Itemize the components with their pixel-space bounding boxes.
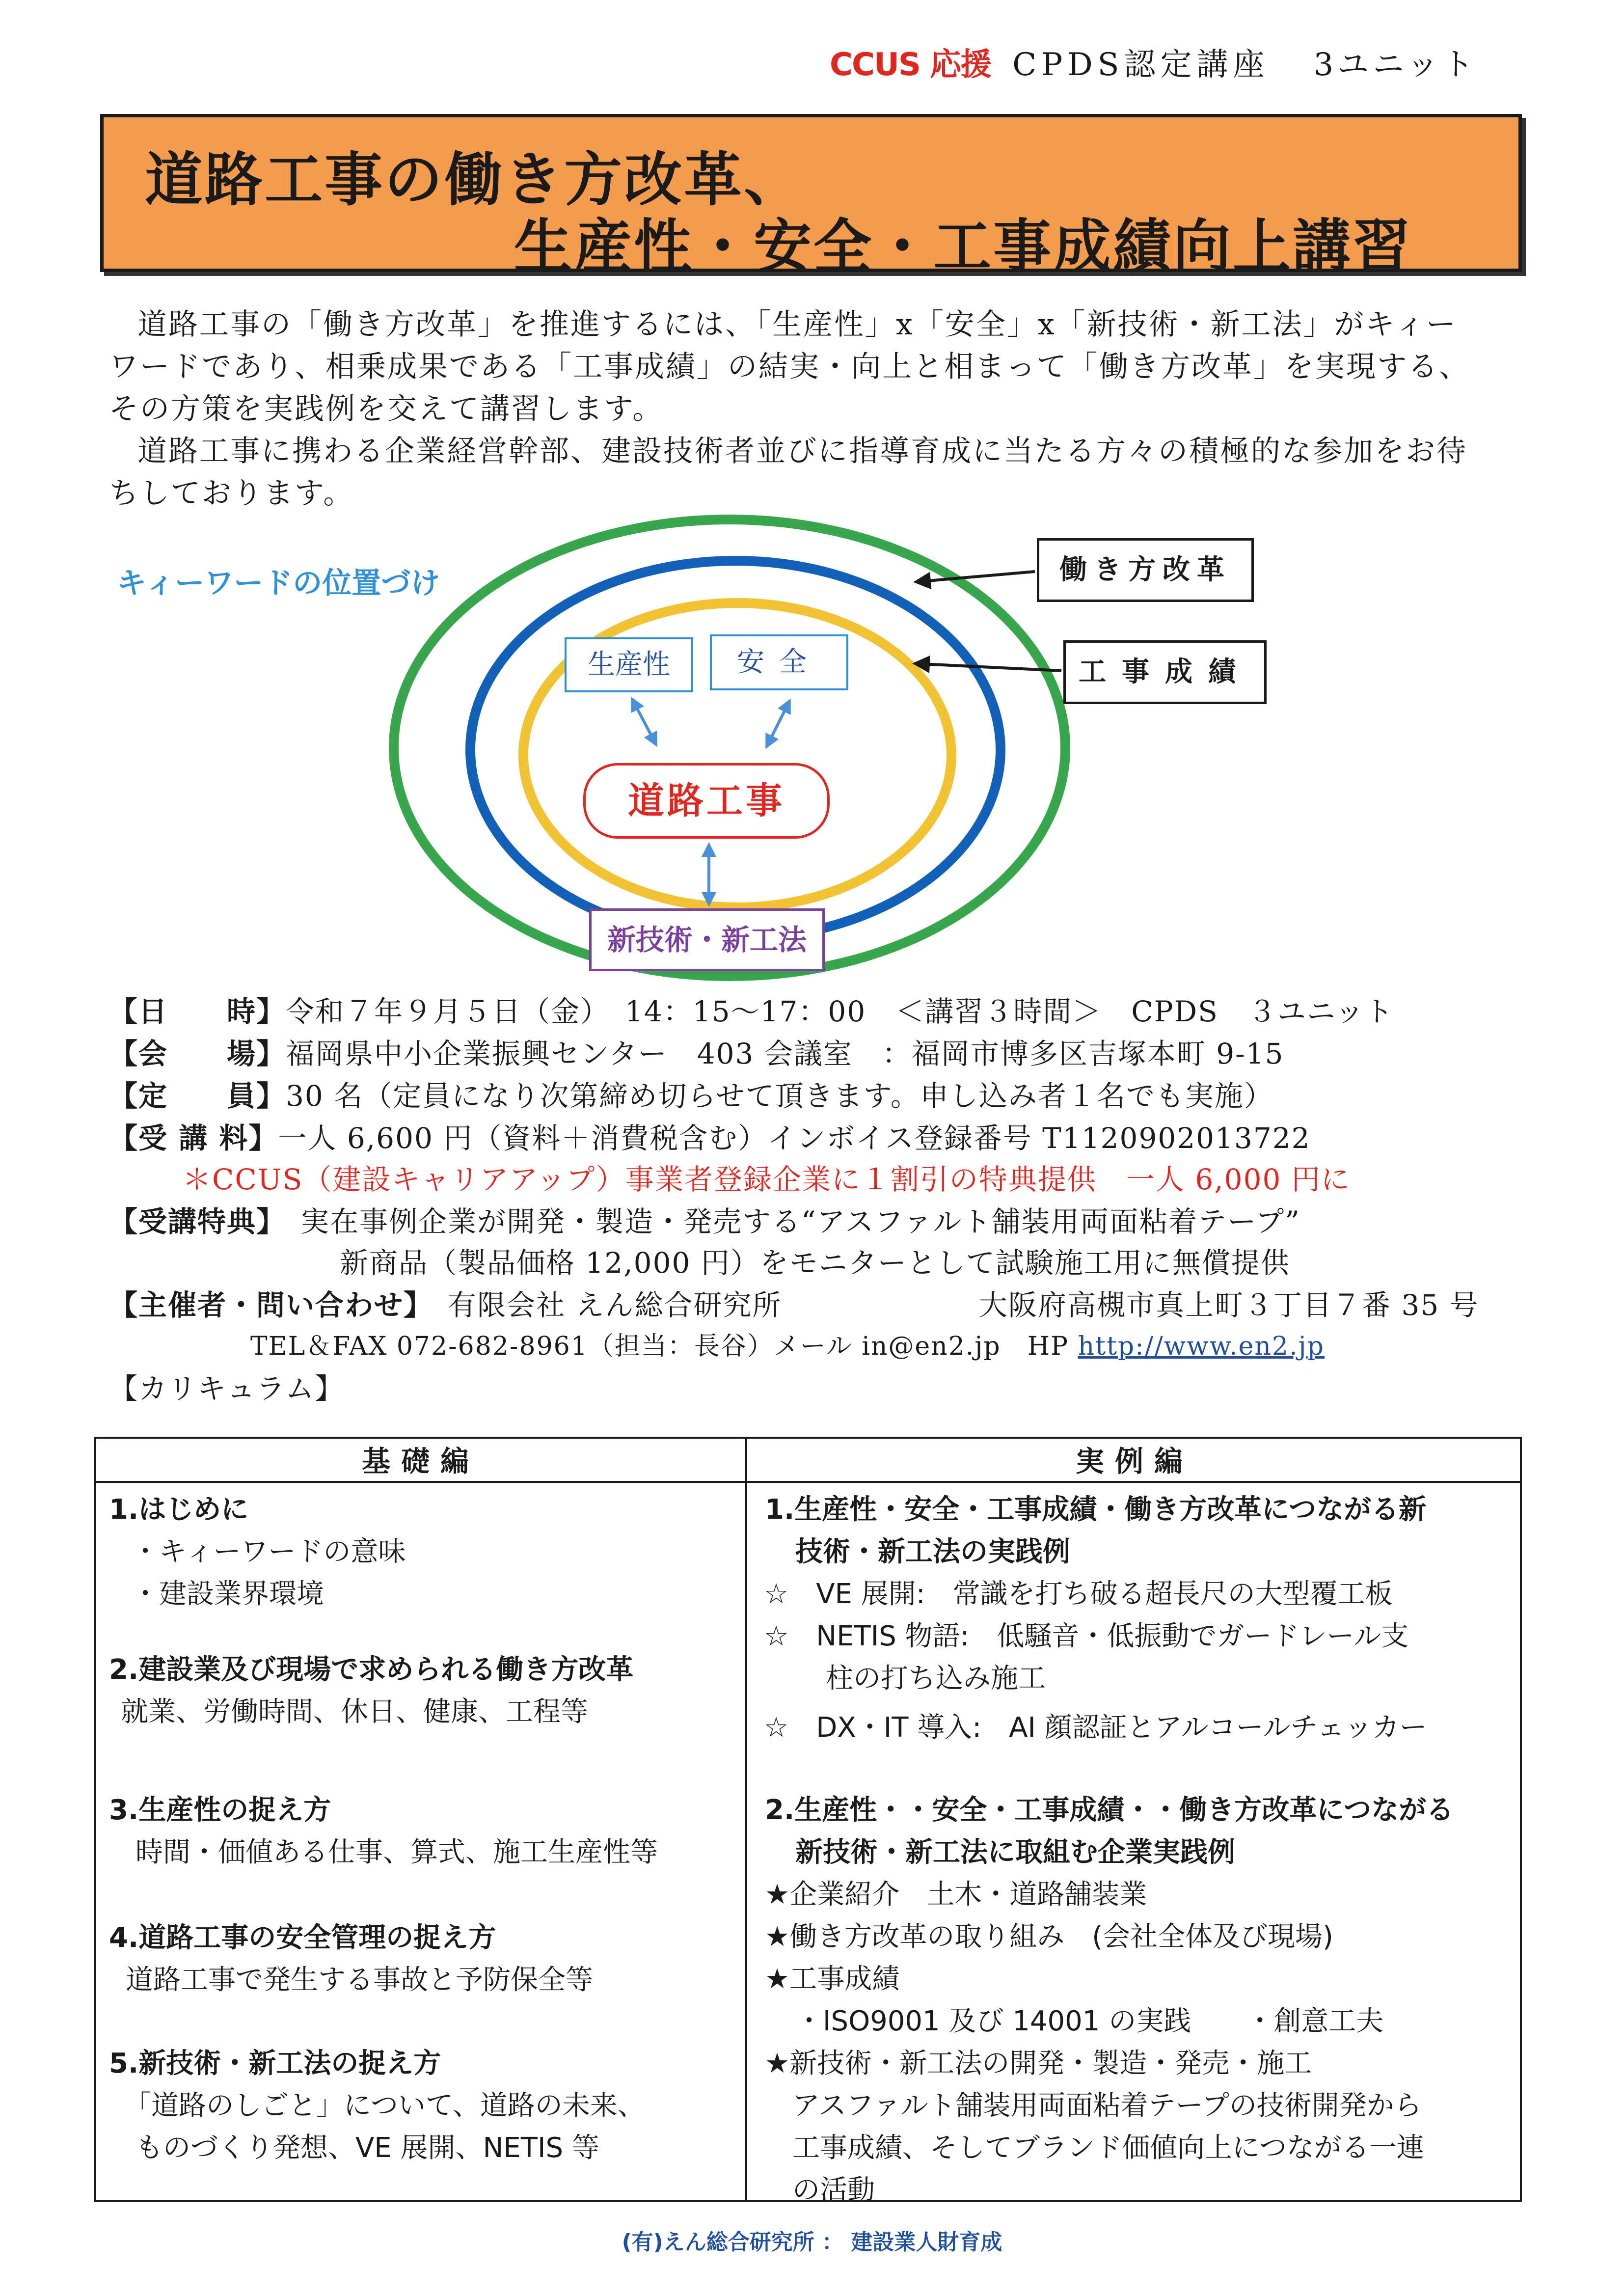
basic-item: 「道路のしごと」について、道路の未来、 [124, 2090, 645, 2122]
date-row [109, 994, 1394, 1029]
basic-item: 就業、労働時間、休日、健康、工程等 [121, 1696, 588, 1728]
case-item: ☆ DX・IT 導入: AI 顔認証とアルコールチェッカー [764, 1712, 1427, 1744]
organizer-label: 【主催者・問い合わせ】 [109, 1288, 433, 1322]
cpds-label: CPDS認定講座 [1012, 47, 1270, 83]
venue-value: 福岡県中小企業振興センター 403 会議室 ：福岡市博多区吉塚本町 9-15 [286, 1037, 1284, 1070]
fee-row [109, 1121, 1311, 1156]
case-item: 柱の打ち込み施工 [826, 1663, 1046, 1695]
intro-line: 道路工事に携わる企業経営幹部、建設技術者並びに指導育成に当たる方々の積極的な参加をお待 [137, 434, 1467, 468]
fee-label: 【受 講 料】 [109, 1121, 278, 1155]
title-banner [100, 114, 1522, 280]
basic-item: 道路工事で発生する事故と予防保全等 [126, 1964, 593, 1996]
case-item: ☆ VE 展開: 常識を打ち破る超長尺の大型覆工板 [764, 1578, 1393, 1610]
case-item: 工事成績、そしてブランド価値向上につながる一連 [792, 2132, 1424, 2164]
venue-label: 【会 場】 [109, 1037, 286, 1070]
case-column-header: 実例編 [1075, 1445, 1193, 1478]
construction-grade-box: 工事成績 [1063, 640, 1267, 704]
curriculum-table [94, 1437, 1522, 2206]
column-divider [745, 1439, 747, 2200]
footer-organization: (有)えん総合研究所 ： 建設業人財育成 [622, 2230, 1002, 2255]
basic-item: 1.はじめに [109, 1494, 249, 1526]
intro-line: ワードであり、相乗成果である「工事成績」の結実・向上と相まって「働き方改革」を実現する、 [109, 350, 1470, 384]
basic-item: 5.新技術・新工法の捉え方 [109, 2048, 441, 2079]
basic-item: ものづくり発想、VE 展開、NETIS 等 [135, 2132, 599, 2164]
intro-line: 道路工事の「働き方改革」を推進するには、「生産性」x「安全」x「新技術・新工法」がキィー [137, 307, 1457, 342]
basic-item: ・建設業界環境 [132, 1578, 324, 1610]
contact-row [250, 1329, 1325, 1364]
intro-line: その方策を実践例を交えて講習します。 [109, 392, 664, 426]
case-item: 新技術・新工法に取組む企業実践例 [795, 1836, 1235, 1868]
benefit-value-1: 実在事例企業が開発・製造・発売する“アスファルト舗装用両面粘着テープ” [300, 1205, 1300, 1238]
case-item: ☆ NETIS 物語: 低騒音・低振動でガードレール支 [764, 1620, 1409, 1652]
case-item: アスファルト舗装用両面粘着テープの技術開発から [792, 2090, 1422, 2122]
case-item: ★新技術・新工法の開発・製造・発売・施工 [765, 2048, 1312, 2079]
case-item: ・ISO9001 及び 14001 の実践 ・創意工夫 [795, 2005, 1384, 2037]
intro-line: ちしております。 [109, 476, 354, 511]
capacity-row [109, 1078, 1273, 1114]
title-line-2: 生産性・安全・工事成績向上講習 [514, 212, 1413, 280]
road-work-box: 道路工事 [583, 763, 830, 839]
new-technology-box: 新技術・新工法 [589, 908, 825, 971]
fee-value: 一人 6,600 円（資料＋消費税含む）インボイス登録番号 T1120902013722 [278, 1121, 1311, 1155]
website-link[interactable]: http://www.en2.jp [1078, 1332, 1325, 1361]
units-label: 3ユニット [1313, 47, 1478, 83]
date-label: 【日 時】 [109, 995, 286, 1028]
case-item: ★働き方改革の取り組み (会社全体及び現場) [765, 1921, 1333, 1953]
safety-box: 安全 [710, 634, 848, 690]
productivity-box: 生産性 [565, 637, 693, 692]
basic-item: 2.建設業及び現場で求められる働き方改革 [109, 1654, 634, 1686]
case-item: の活動 [792, 2174, 875, 2206]
organizer-name: 有限会社 えん総合研究所 [448, 1288, 782, 1322]
capacity-label: 【定 員】 [109, 1079, 286, 1113]
date-value: 令和７年９月５日（金） 14：15～17：00 ＜講習３時間＞ CPDS ３ユニット [286, 995, 1394, 1028]
case-item: 技術・新工法の実践例 [795, 1536, 1070, 1568]
case-item: ★工事成績 [765, 1963, 900, 1995]
case-item: ★企業紹介 土木・道路舗装業 [765, 1879, 1147, 1911]
organizer-row [109, 1287, 782, 1323]
title-line-1: 道路工事の働き方改革、 [145, 145, 804, 214]
basic-item: 時間・価値ある仕事、算式、施工生産性等 [135, 1836, 658, 1868]
capacity-value: 30 名（定員になり次第締め切らせて頂きます。申し込み者１名でも実施） [286, 1079, 1273, 1113]
header-divider [96, 1481, 1520, 1483]
benefit-row [109, 1204, 1300, 1239]
basic-item: 4.道路工事の安全管理の捉え方 [109, 1922, 496, 1954]
benefit-value-2: 新商品（製品価格 12,000 円）をモニターとして試験施工用に無償提供 [340, 1246, 1290, 1280]
basic-column-header: 基礎編 [361, 1445, 480, 1478]
curriculum-label: 【カリキュラム】 [109, 1372, 345, 1405]
contact-text: TEL＆FAX 072-682-8961（担当：長谷）メール in@en2.jp HP [250, 1332, 1069, 1361]
work-style-reform-box: 働き方改革 [1037, 538, 1254, 602]
benefit-label: 【受講特典】 [109, 1205, 286, 1238]
venue-row [109, 1036, 1284, 1071]
keyword-diagram-label: キィーワードの位置づけ [117, 566, 440, 601]
case-item: 2.生産性・・安全・工事成績・・働き方改革につながる [765, 1794, 1454, 1826]
ccus-support-label: CCUS 応援 [830, 47, 991, 83]
case-item: 1.生産性・安全・工事成績・働き方改革につながる新 [765, 1494, 1427, 1526]
basic-item: 3.生産性の捉え方 [109, 1794, 331, 1826]
course-header [830, 39, 1546, 84]
ccus-discount-note: ＊CCUS（建設キャリアアップ）事業者登録企業に１割引の特典提供 一人 6,000 円に [183, 1163, 1351, 1196]
organizer-address: 大阪府高槻市真上町３丁目７番 35 号 [979, 1288, 1479, 1322]
basic-item: ・キィーワードの意味 [132, 1536, 406, 1568]
